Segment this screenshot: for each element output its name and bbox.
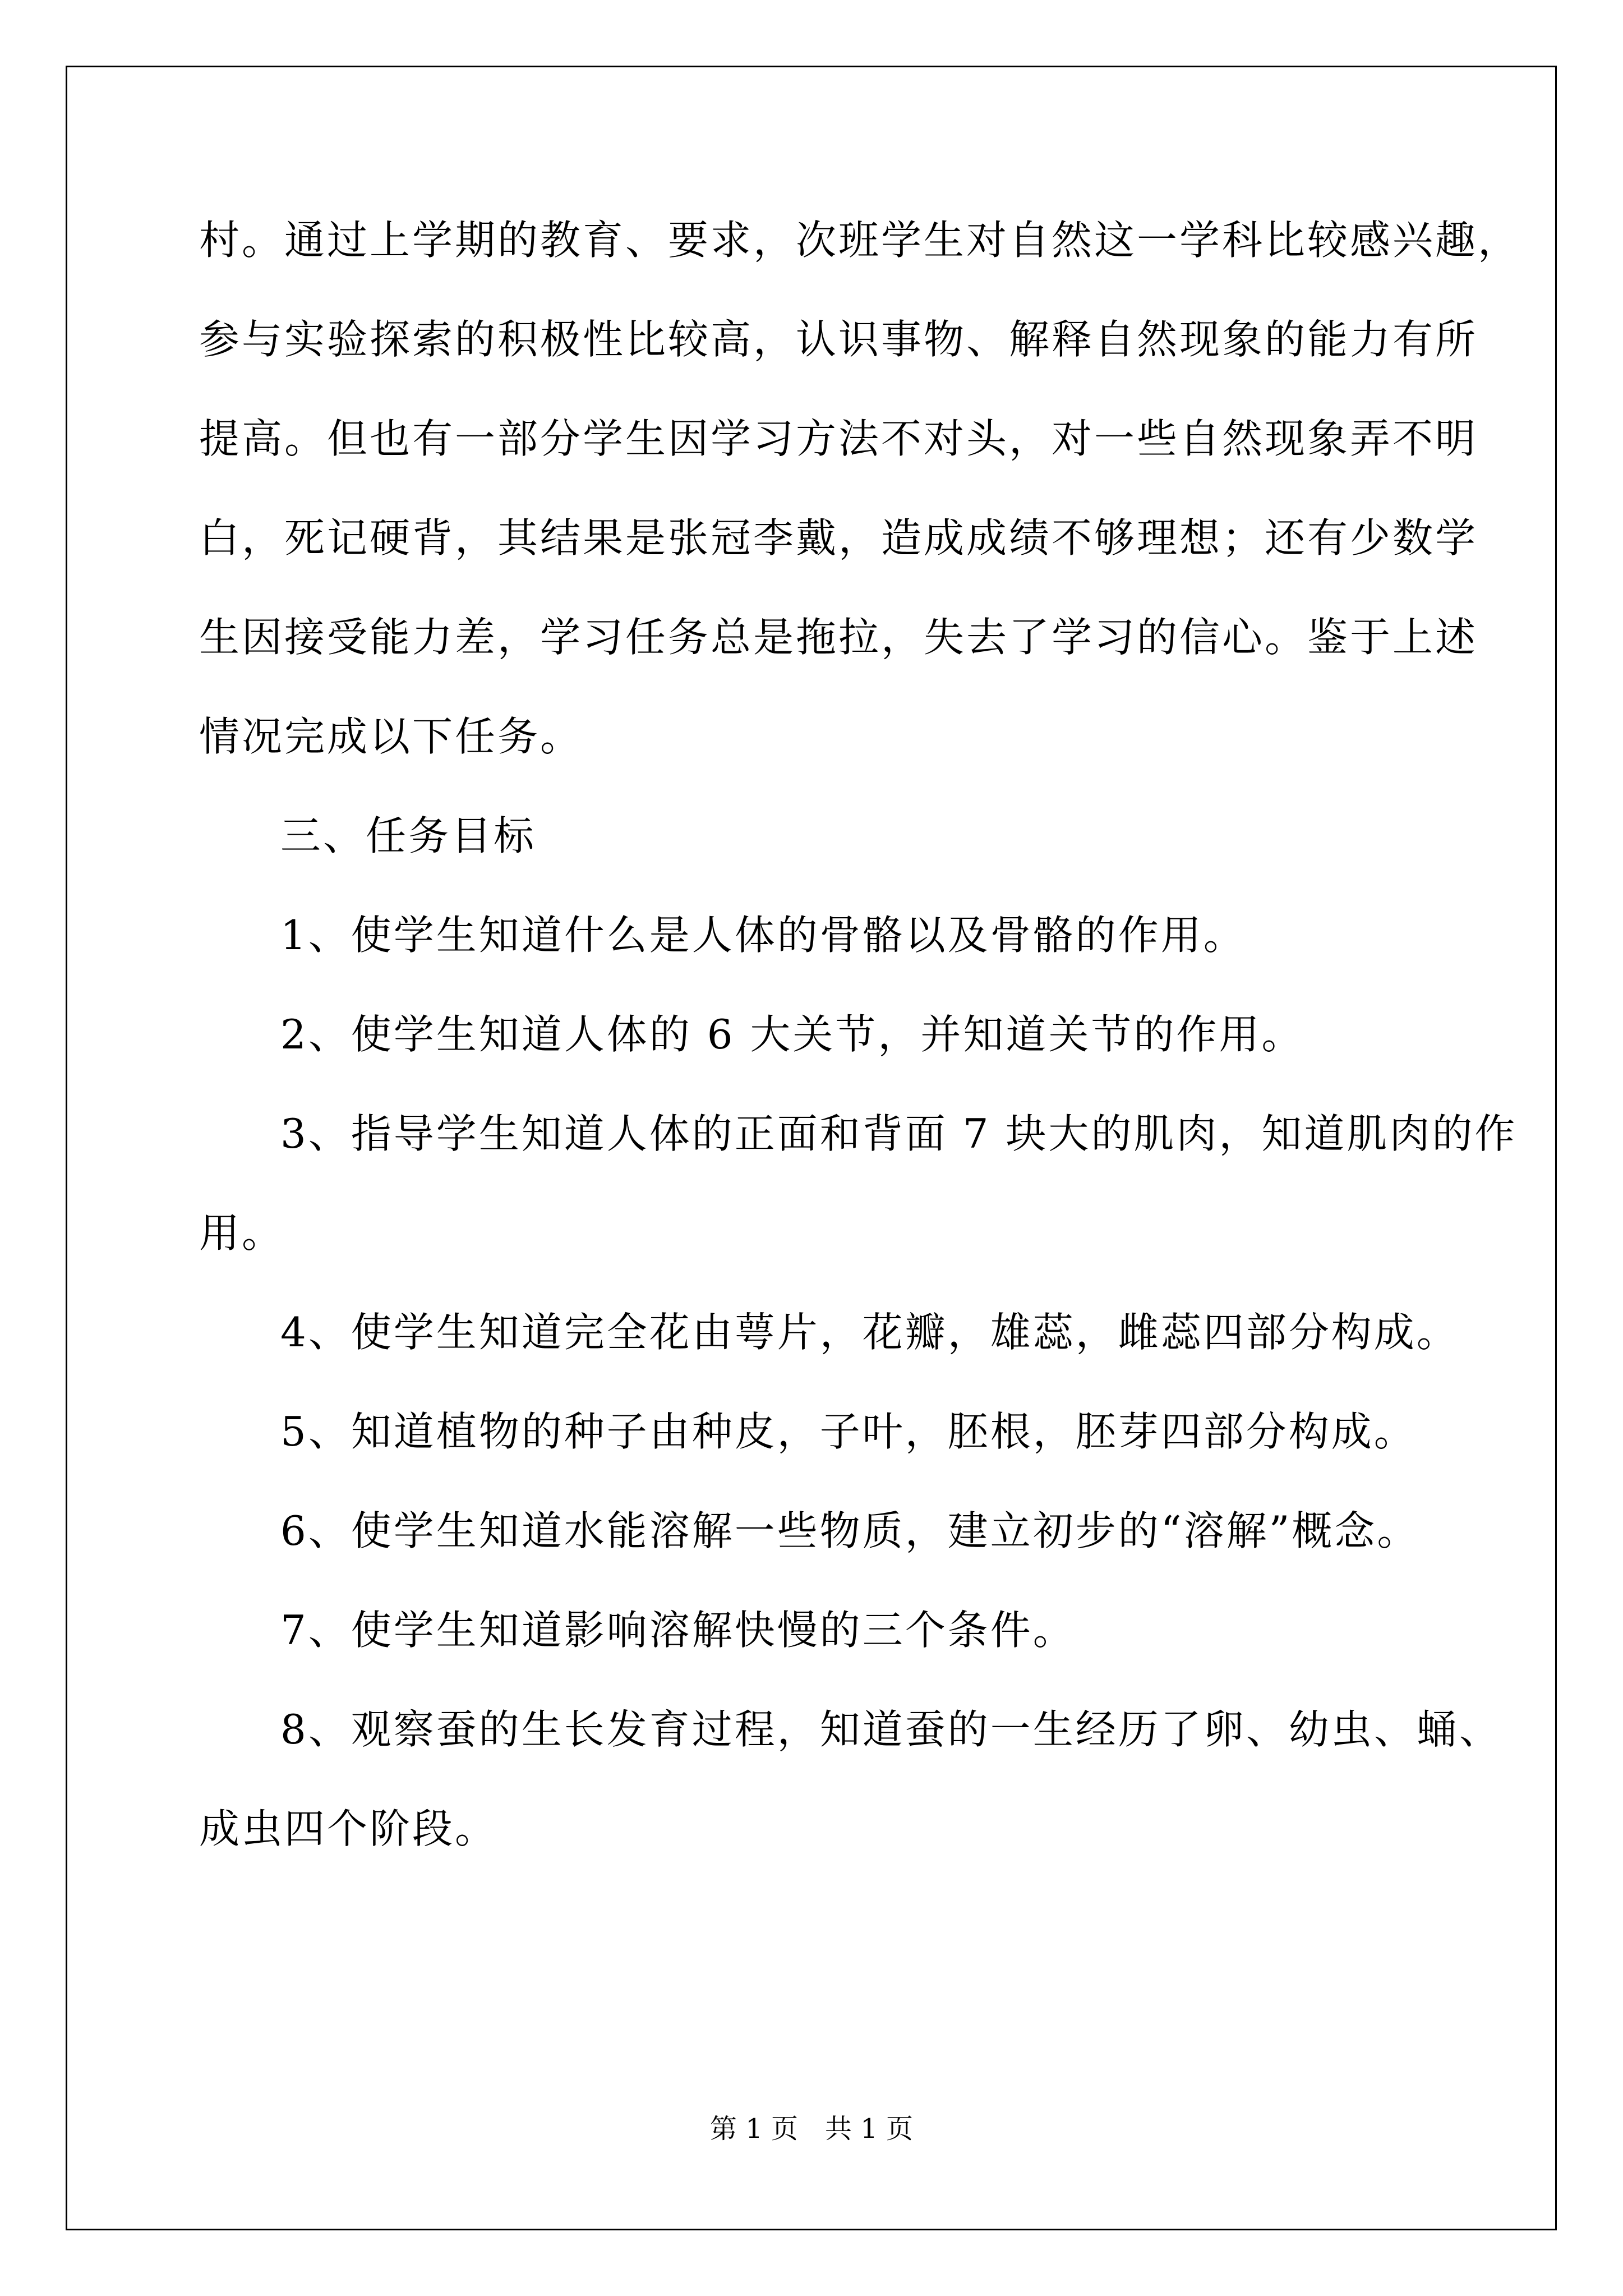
list-item: 1、使学生知道什么是人体的骨骼以及骨骼的作用。 xyxy=(280,912,1246,959)
text-line: 提高。但也有一部分学生因学习方法不对头，对一些自然现象弄不明 xyxy=(199,415,1478,462)
list-item-continuation: 用。 xyxy=(199,1209,285,1257)
page-number-footer: 第 1 页 共 1 页 xyxy=(709,2113,914,2145)
text-line: 情况完成以下任务。 xyxy=(199,713,583,760)
list-item: 8、观察蚕的生长发育过程，知道蚕的一生经历了卵、幼虫、蛹、 xyxy=(280,1706,1502,1753)
list-item: 3、指导学生知道人体的正面和背面 7 块大的肌肉，知道肌肉的作 xyxy=(280,1110,1518,1157)
list-item: 7、使学生知道影响溶解快慢的三个条件。 xyxy=(280,1607,1076,1654)
text-line: 村。通过上学期的教育、要求，次班学生对自然这一学科比较感兴趣， xyxy=(199,217,1521,264)
section-heading: 三、任务目标 xyxy=(280,812,537,859)
text-line: 生因接受能力差，学习任务总是拖拉，失去了学习的信心。鉴于上述 xyxy=(199,614,1478,661)
document-body xyxy=(199,191,1521,1879)
list-item: 5、知道植物的种子由种皮，子叶，胚根，胚芽四部分构成。 xyxy=(280,1408,1417,1455)
text-line: 参与实验探索的积极性比较高，认识事物、解释自然现象的能力有所 xyxy=(199,316,1478,363)
list-item: 2、使学生知道人体的 6 大关节，并知道关节的作用。 xyxy=(280,1011,1304,1058)
list-item-continuation: 成虫四个阶段。 xyxy=(199,1805,498,1852)
list-item: 6、使学生知道水能溶解一些物质，建立初步的“溶解”概念。 xyxy=(280,1507,1420,1554)
text-line: 白，死记硬背，其结果是张冠李戴，造成成绩不够理想；还有少数学 xyxy=(199,514,1478,562)
list-item: 4、使学生知道完全花由萼片，花瓣，雄蕊，雌蕊四部分构成。 xyxy=(280,1309,1459,1356)
